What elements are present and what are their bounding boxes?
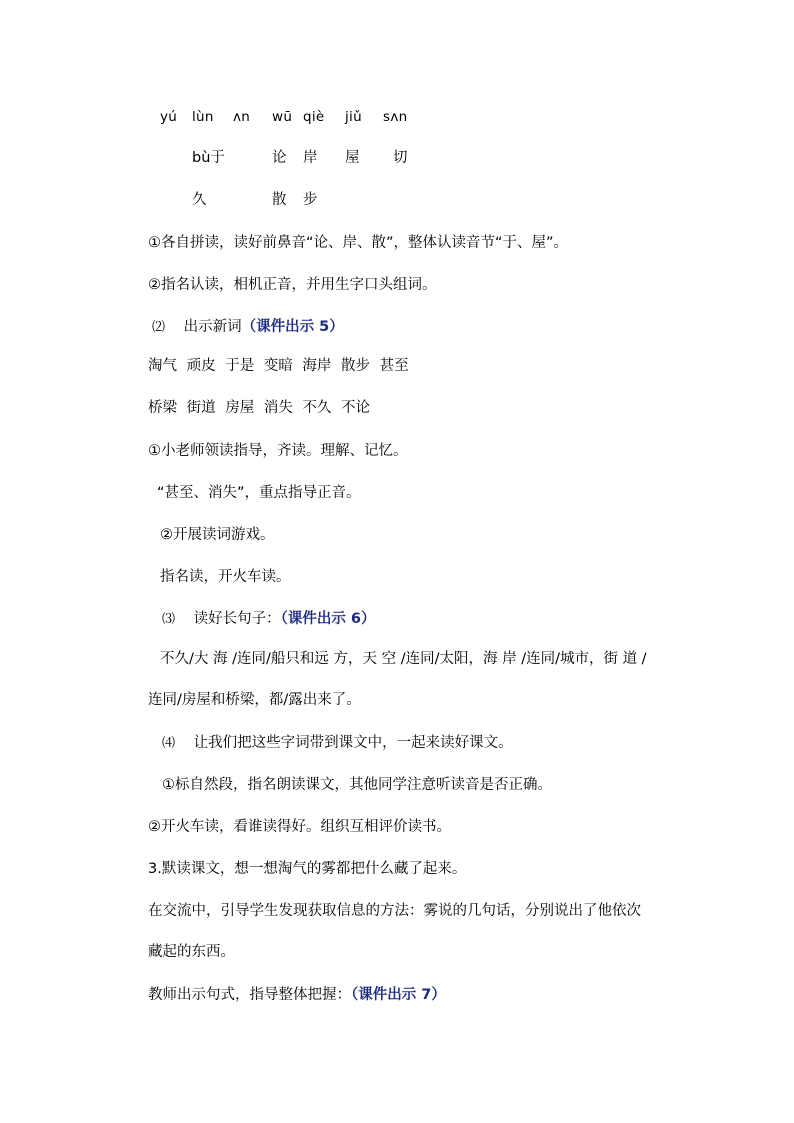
paragraph-word-game: ②开展读词游戏。 (160, 527, 275, 543)
pinyin-san: sʌn (383, 109, 408, 125)
courseware-ref: （课件出示 5） (241, 319, 344, 335)
sentence-line-1: 不久/大 海 /连同/船只和远 方，天 空 /连同/太阳，海 岸 /连同/城市，街 道 / (160, 651, 647, 667)
pinyin-an: ʌn (233, 109, 251, 125)
char-bu-yu: bù于 (192, 150, 225, 166)
pinyin-yu: yú (160, 109, 178, 125)
paragraph-spell-read: ①各自拼读，读好前鼻音“论、岸、散”，整体认读音节“于、屋”。 (148, 235, 569, 251)
step-text: 教师出示句式，指导整体把握： (148, 987, 351, 1003)
pinyin-jiu: jiǔ (345, 109, 362, 125)
char-qie: 切 (393, 150, 408, 166)
word-list-1: 淘气 顽皮 于是 变暗 海岸 散步 甚至 (148, 358, 409, 374)
paragraph-pronunciation: “甚至、消失”，重点指导正音。 (157, 485, 361, 501)
paragraph-train-read-eval: ②开火车读，看谁读得好。组织互相评价读书。 (148, 819, 451, 835)
paragraph-read-text (162, 734, 513, 753)
paragraph-show-new-words (152, 318, 344, 337)
sentence-line-2: 连同/房屋和桥梁，都/露出来了。 (148, 692, 361, 708)
char-lun: 论 (272, 150, 287, 166)
paragraph-long-sentence (162, 610, 376, 629)
pinyin-lun: lùn (192, 109, 214, 125)
paragraph-mark-sections: ①标自然段，指名朗读课文，其他同学注意听读音是否正确。 (162, 777, 552, 793)
step-marker-3: ⑶ (162, 612, 176, 627)
courseware-ref: （课件出示 6） (280, 611, 376, 627)
paragraph-silent-read: 3.默读课文，想一想淘气的雾都把什么藏了起来。 (148, 861, 467, 877)
paragraph-exchange-line-1: 在交流中，引导学生发现获取信息的方法：雾说的几句话，分别说出了他依次 (148, 903, 641, 919)
char-an: 岸 (303, 150, 318, 166)
pinyin-qie: qiè (303, 109, 325, 125)
pinyin-wu: wū (272, 109, 293, 125)
paragraph-lead-read: ①小老师领读指导，齐读。理解、记忆。 (148, 443, 408, 459)
courseware-ref: （课件出示 7） (351, 987, 446, 1003)
step-marker-2: ⑵ (152, 320, 166, 335)
paragraph-name-read: ②指名认读，相机正音，并用生字口头组词。 (148, 277, 437, 293)
step-text: 让我们把这些字词带到课文中，一起来读好课文。 (193, 735, 513, 751)
char-jiu: 久 (192, 192, 207, 208)
step-text: 读好长句子： (193, 611, 281, 627)
word-list-2: 桥梁 街道 房屋 消失 不久 不论 (148, 400, 371, 416)
step-marker-4: ⑷ (162, 736, 176, 751)
paragraph-exchange-line-2: 藏起的东西。 (148, 944, 235, 960)
char-san: 散 (272, 192, 287, 208)
char-wu: 屋 (345, 150, 360, 166)
paragraph-sentence-pattern (148, 986, 446, 1004)
step-text: 出示新词 (183, 319, 242, 335)
char-bu: 步 (303, 192, 318, 208)
paragraph-train-read: 指名读，开火车读。 (160, 569, 291, 585)
